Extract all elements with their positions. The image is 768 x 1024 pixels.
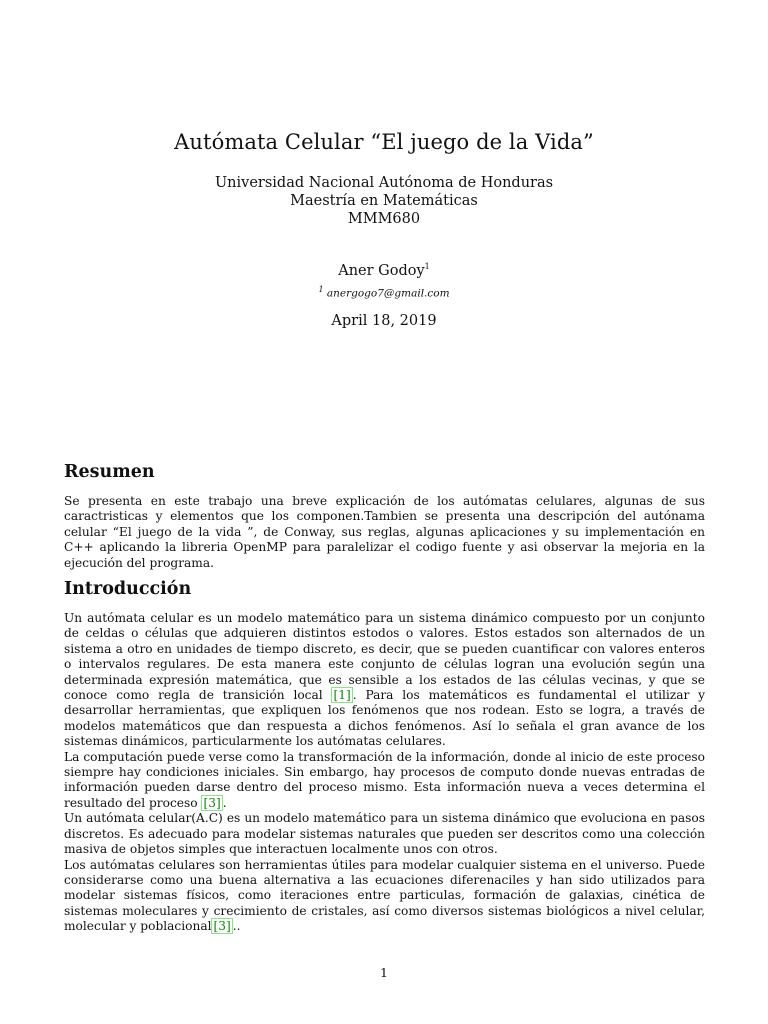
- intro-p1-text: Un autómata celular es un modelo matemático para un sistema dinámico compuesto por un conjunto de celdas o células que adquieren distintos estodos o valores. Estos estados son alternados de un sistema a otro en unidades de tiempo discreto, es decir, que se pueden cuantificar con valores enteros o intervalos regulares. De esta manera este conjunto de células logran una evolución según una determinada expresión matemática, que es sensible a los estados de las células vecinas, y que se conoce como regla de transición local: [64, 611, 705, 703]
- author-email-line: [0, 285, 768, 300]
- intro-paragraph-1: [64, 611, 705, 750]
- affiliation-university: Universidad Nacional Autónoma de Honduras: [214, 175, 554, 191]
- introduction-heading: Introducción: [64, 579, 192, 599]
- paper-title: Autómata Celular “El juego de la Vida”: [174, 130, 594, 154]
- intro-paragraph-4: [64, 858, 705, 935]
- email-footnote-mark: 1: [318, 285, 324, 294]
- paper-date: April 18, 2019: [331, 313, 437, 329]
- author-email: anergogo7@gmail.com: [326, 287, 450, 300]
- intro-paragraph-3: Un autómata celular(A.C) es un modelo matemático para un sistema dinámico que evoluciona en pasos discretos. Es adecuado para modelar sistemas naturales que pueden ser descritos como una colección masiva de objetos simples que interactuen localmente unos con otros.: [64, 811, 705, 857]
- intro-p2-text-cont: .: [222, 795, 227, 810]
- intro-p4-text-cont: ..: [232, 919, 241, 934]
- intro-paragraph-2: [64, 750, 705, 812]
- affiliation: [0, 174, 768, 228]
- citation-link[interactable]: [1]: [333, 688, 351, 703]
- intro-p1-text-cont: . Para los matemáticos es fundamental el utilizar y desarrollar herramientas, que expliquen los fenómenos que nos rodean. Esto se logra, a través de modelos matemáticos que dan respuesta a dichos fenómenos. Así lo señala el gran avance de los sistemas dinámicos, particularmente los autómatas celulares.: [64, 688, 705, 749]
- page-number: 1: [380, 965, 388, 980]
- intro-p2-text: La computación puede verse como la transformación de la información, donde al inicio de este proceso siempre hay condiciones iniciales. Sin embargo, hay procesos de computo donde nuevas entradas de información pueden darse dentro del proceso mismo. Esta información nueva a veces determina el resultado del proceso: [64, 749, 705, 810]
- intro-p4-text: Los autómatas celulares son herramientas útiles para modelar cualquier sistema en el universo. Puede considerarse como una buena alternativa a las ecuaciones diferenaciles y han sido utilizados para modelar sistemas físicos, como iteraciones entre particulas, formación de galaxias, cinética de sistemas moleculares y crecimiento de cristales, así como diversos sistemas biológicos a nivel celular, molecular y poblacional: [64, 857, 705, 934]
- citation-link[interactable]: [3]: [213, 919, 231, 934]
- abstract-heading: Resumen: [64, 462, 155, 482]
- affiliation-program: Maestría en Matemáticas: [290, 193, 478, 209]
- abstract-text: Se presenta en este trabajo una breve explicación de los autómatas celulares, algunas de sus caractristicas y elementos que los componen.Tambien se presenta una descripción del autónama celular “El juego de la vida ”, de Conway, sus reglas, algunas aplicaciones y su implementación en C++ aplicando la libreria OpenMP para paralelizar el codigo fuente y asi observar la mejoria en la ejecución del programa.: [64, 494, 705, 570]
- citation-link[interactable]: [3]: [203, 795, 221, 810]
- affiliation-course: MMM680: [347, 211, 421, 227]
- author-footnote-mark: 1: [424, 262, 430, 271]
- author-name: Aner Godoy: [338, 262, 425, 279]
- author-line: [0, 262, 768, 279]
- introduction-body: [64, 611, 705, 935]
